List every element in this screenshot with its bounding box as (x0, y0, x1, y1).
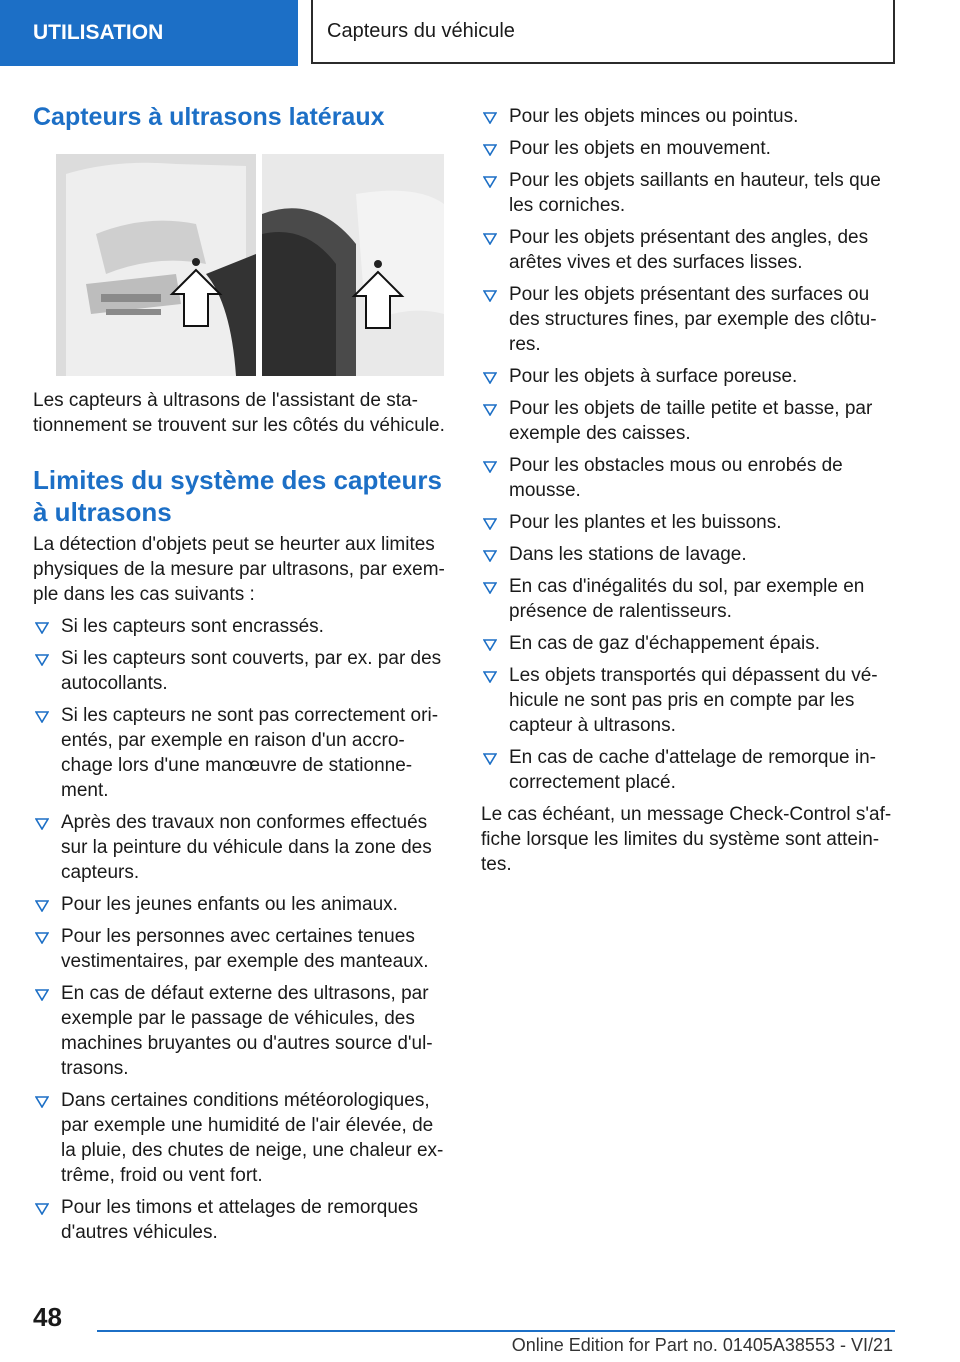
list-item: Les objets transportés qui dépassent du véhicule ne sont pas pris en compte par les capteur à ultrasons. (481, 663, 901, 738)
list-item: Pour les obstacles mous ou enrobés de mousse. (481, 453, 901, 503)
section-tab: UTILISATION (0, 0, 298, 66)
page-header (0, 0, 960, 66)
page-title: Capteurs à ultrasons latéraux (33, 103, 385, 131)
list-item: En cas de cache d'attelage de remorque incorrectement placé. (481, 745, 901, 795)
list-item: Pour les objets en mouvement. (481, 136, 901, 161)
triangle-bullet-icon (483, 671, 497, 683)
list-item: Après des travaux non conformes effectués sur la peinture du véhicule dans la zone des capteurs. (33, 810, 447, 885)
limits-list-right (481, 104, 901, 795)
list-item: Dans certaines conditions météorologiques, par exemple une humidité de l'air élevée, de la pluie, des chutes de neige, une chaleur extrême, froid ou vent fort. (33, 1088, 447, 1188)
triangle-bullet-icon (483, 639, 497, 651)
list-item: En cas de défaut externe des ultrasons, par exemple par le passage de véhicules, des machines bruyantes ou d'autres source d'ultrasons. (33, 981, 447, 1081)
outro-paragraph: Le cas échéant, un message Check-Control s'affiche lorsque les limites du système sont atteintes. (481, 804, 892, 875)
triangle-bullet-icon (35, 818, 49, 830)
triangle-bullet-icon (483, 372, 497, 384)
list-item: Si les capteurs ne sont pas correctement orientés, par exemple en raison d'un accrochage lors d'une manœuvre de stationnement. (33, 703, 447, 803)
triangle-bullet-icon (35, 654, 49, 666)
triangle-bullet-icon (483, 518, 497, 530)
triangle-bullet-icon (35, 900, 49, 912)
page-number: 48 (33, 1302, 62, 1332)
list-item: Pour les plantes et les buissons. (481, 510, 901, 535)
triangle-bullet-icon (483, 290, 497, 302)
triangle-bullet-icon (35, 711, 49, 723)
left-column (33, 96, 447, 1245)
triangle-bullet-icon (483, 144, 497, 156)
triangle-bullet-icon (35, 989, 49, 1001)
triangle-bullet-icon (483, 176, 497, 188)
chapter-title: Capteurs du véhicule (311, 0, 895, 64)
section-heading: Limites du système des capteurs à ultrasons (33, 465, 442, 527)
list-item: Pour les personnes avec certaines tenues vestimentaires, par exemple des manteaux. (33, 924, 447, 974)
triangle-bullet-icon (483, 461, 497, 473)
triangle-bullet-icon (483, 753, 497, 765)
list-item: Pour les objets présentant des angles, des arêtes vives et des surfaces lisses. (481, 225, 901, 275)
list-item: Si les capteurs sont couverts, par ex. par des autocollants. (33, 646, 447, 696)
triangle-bullet-icon (483, 404, 497, 416)
footer-divider (97, 1330, 895, 1332)
list-item: Si les capteurs sont encrassés. (33, 614, 447, 639)
list-item: Dans les stations de lavage. (481, 542, 901, 567)
list-item: Pour les objets minces ou pointus. (481, 104, 901, 129)
triangle-bullet-icon (35, 622, 49, 634)
triangle-bullet-icon (35, 1203, 49, 1215)
list-item: Pour les objets de taille petite et basse, par exemple des caisses. (481, 396, 901, 446)
car-side-ultrasonic-sensors-illustration (56, 154, 444, 376)
lead-paragraph: La détection d'objets peut se heurter aux limites physiques de la mesure par ultrasons, par exemple dans les cas suivants : (33, 534, 445, 605)
limits-list-left (33, 614, 447, 1245)
triangle-bullet-icon (483, 112, 497, 124)
list-item: En cas d'inégalités du sol, par exemple en présence de ralentisseurs. (481, 574, 901, 624)
list-item: En cas de gaz d'échappement épais. (481, 631, 901, 656)
triangle-bullet-icon (35, 932, 49, 944)
list-item: Pour les timons et attelages de remorques d'autres véhicules. (33, 1195, 447, 1245)
edition-label: Online Edition for Part no. 01405A38553 - VI/21 (511, 1335, 893, 1355)
right-column (481, 104, 901, 877)
triangle-bullet-icon (483, 550, 497, 562)
intro-paragraph: Les capteurs à ultrasons de l'assistant de stationnement se trouvent sur les côtés du véhicule. (33, 390, 445, 436)
list-item: Pour les objets présentant des surfaces ou des structures fines, par exemple des clôtures. (481, 282, 901, 357)
triangle-bullet-icon (483, 582, 497, 594)
list-item: Pour les objets à surface poreuse. (481, 364, 901, 389)
triangle-bullet-icon (483, 233, 497, 245)
triangle-bullet-icon (35, 1096, 49, 1108)
list-item: Pour les jeunes enfants ou les animaux. (33, 892, 447, 917)
list-item: Pour les objets saillants en hauteur, tels que les corniches. (481, 168, 901, 218)
